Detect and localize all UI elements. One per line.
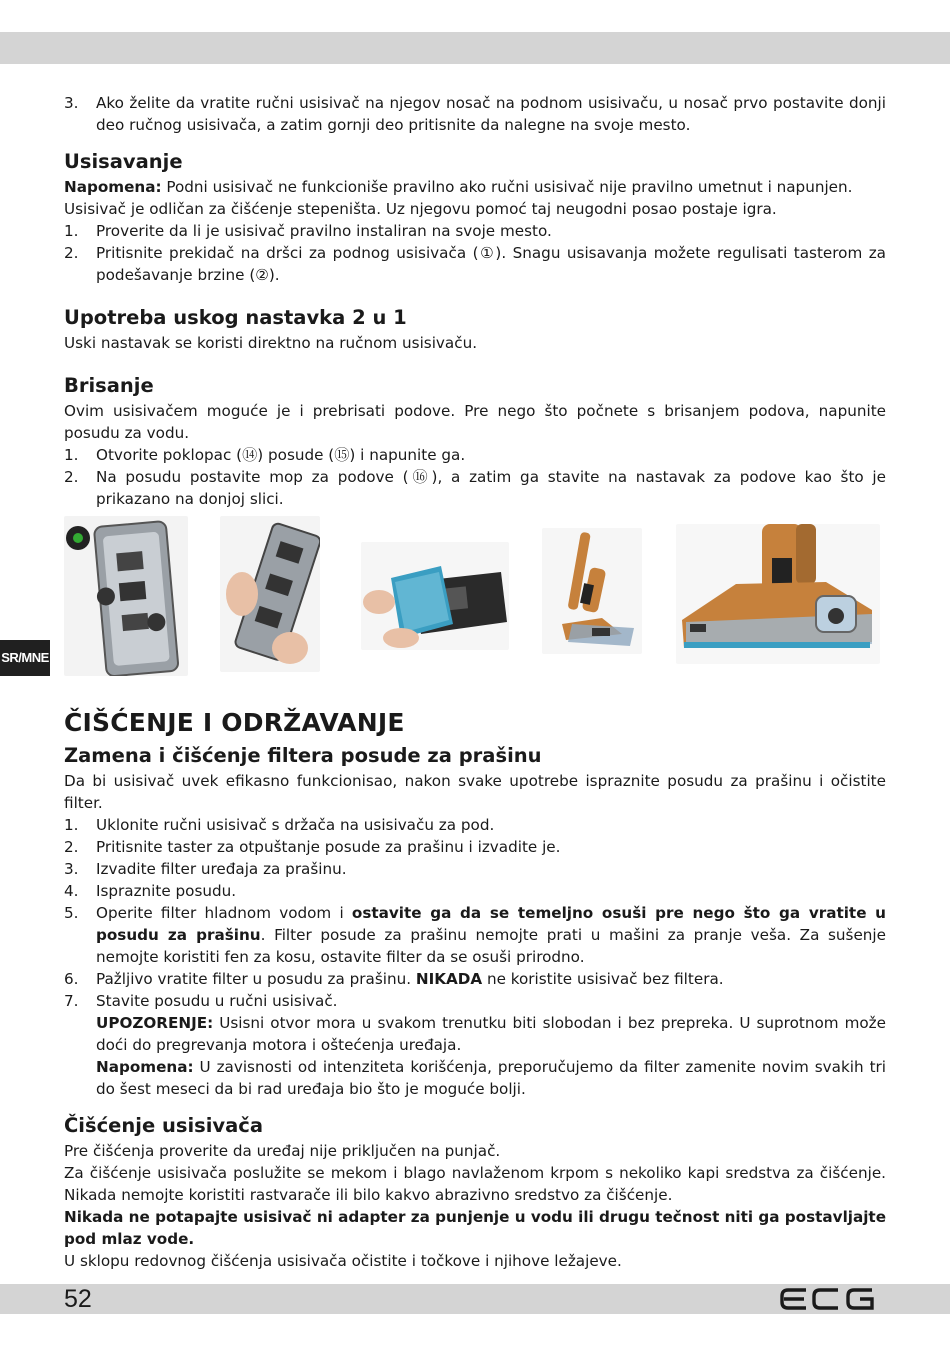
list-item: 3. Izvadite filter uređaja za prašinu. bbox=[64, 860, 347, 878]
list-item: 5. Operite filter hladnom vodom i ostavite ga da se temeljno osuši pre nego što ga vratite u posudu za prašinu. Filter posude za prašinu nemojte prati u mašini za pranje veša. Za sušenje nemojte koristiti fen za kosu, ostavite filter da se osuši prirodno. bbox=[64, 904, 886, 966]
heading-uski-nastavak: Upotreba uskog nastavka 2 u 1 bbox=[64, 306, 407, 329]
note-label: Napomena: bbox=[96, 1058, 194, 1076]
svg-text:ECG: ECG bbox=[780, 1288, 783, 1289]
vacuum-mop-photo bbox=[542, 528, 642, 654]
usisavanje-list bbox=[64, 220, 886, 286]
intro-list bbox=[64, 92, 886, 136]
heading-ciscenje-usisivaca: Čišćenje usisivača bbox=[64, 1114, 264, 1137]
list-item: 7. Stavite posudu u ručni usisivač. UPOZORENJE: Usisni otvor mora u svakom trenutku biti slobodan i bez prepreka. U suprotnom može doći do pregrevanja motora i oštećenja uređaja. Napomena: U zavisnosti od intenziteta korišćenja, preporučujemo da filter zamenite novim svakih tri do šest meseci da bi rad uređaja bio što je moguće bolji. bbox=[64, 992, 886, 1098]
heading-filter: Zamena i čišćenje filtera posude za prašinu bbox=[64, 744, 542, 767]
language-tab: SR/MNE bbox=[0, 640, 50, 676]
list-item: 6. Pažljivo vratite filter u posudu za prašinu. NIKADA ne koristite usisivač bez filtera. bbox=[64, 970, 724, 988]
ecg-logo bbox=[780, 1288, 874, 1310]
heading-ciscenje: ČIŠĆENJE I ODRŽAVANJE bbox=[64, 708, 405, 737]
paragraph: Usisivač je odličan za čišćenje stepeništa. Uz njegovu pomoć taj neugodni posao postaje igra. bbox=[64, 200, 777, 218]
list-item: 4. Ispraznite posudu. bbox=[64, 882, 237, 900]
paragraph: U sklopu redovnog čišćenja usisivača očistite i točkove i njihove ležajeve. bbox=[64, 1252, 622, 1270]
hands-tank-photo bbox=[220, 516, 320, 672]
paragraph: Za čišćenje usisivača poslužite se mekom i blago navlaženom krpom s nekoliko kapi sredstva za čišćenje. Nikada nemojte koristiti rastvarače ili bilo kakvo abrazivno sredstvo za čišćenje. bbox=[64, 1164, 886, 1204]
list-item: 2. Pritisnite taster za otpuštanje posude za prašinu i izvadite je. bbox=[64, 838, 561, 856]
list-item: 2. Pritisnite prekidač na dršci za podnog usisivača (①). Snagu usisavanja možete regulisati tasterom za podešavanje brzine (②). bbox=[64, 244, 886, 284]
paragraph: Da bi usisivač uvek efikasno funkcionisao, nakon svake upotrebe ispraznite posudu za prašinu i očistite filter. bbox=[64, 772, 886, 812]
page-content bbox=[64, 92, 886, 1272]
paragraph: Uski nastavak se koristi direktno na ručnom usisivaču. bbox=[64, 334, 478, 352]
brisanje-list bbox=[64, 444, 886, 510]
vacuum-head-photo bbox=[676, 524, 880, 664]
note-paragraph: Napomena: Podni usisivač ne funkcioniše pravilno ako ručni usisivač nije pravilno umetnut i napunjen. bbox=[64, 178, 853, 196]
paragraph: Ovim usisivačem moguće je i prebrisati podove. Pre nego što počnete s brisanjem podova, napunite posudu za vodu. bbox=[64, 402, 886, 442]
heading-usisavanje: Usisavanje bbox=[64, 150, 183, 173]
filter-list bbox=[64, 814, 886, 1100]
list-item: 1. Otvorite poklopac (⑭) posude (⑮) i napunite ga. bbox=[64, 446, 466, 464]
mop-pad-photo bbox=[361, 542, 509, 650]
warning-paragraph: Nikada ne potapajte usisivač ni adapter za punjenje u vodu ili drugu tečnost niti ga postavljajte pod mlaz vode. bbox=[64, 1208, 886, 1248]
warning-label: UPOZORENJE: bbox=[96, 1014, 214, 1032]
list-item: 3. Ako želite da vratite ručni usisivač na njegov nosač na podnom usisivaču, u nosač prvo postavite donji deo ručnog usisivača, a zatim gornji deo pritisnite da nalegne na svoje mesto. bbox=[64, 94, 886, 134]
mop-photos bbox=[64, 516, 886, 680]
cleaning-section bbox=[64, 708, 886, 1272]
paragraph: Pre čišćenja proverite da uređaj nije priključen na punjač. bbox=[64, 1142, 501, 1160]
header-bar bbox=[0, 32, 950, 64]
heading-brisanje: Brisanje bbox=[64, 374, 154, 397]
list-item: 2. Na posudu postavite mop za podove (⑯), a zatim ga stavite na nastavak za podove kao što je prikazano na donjoj slici. bbox=[64, 468, 886, 508]
list-item: 1. Uklonite ručni usisivač s držača na usisivaču za pod. bbox=[64, 816, 495, 834]
list-item: 1. Proverite da li je usisivač pravilno instaliran na svoje mesto. bbox=[64, 222, 552, 240]
water-tank-photo bbox=[64, 516, 188, 676]
page-number: 52 bbox=[64, 1285, 92, 1313]
